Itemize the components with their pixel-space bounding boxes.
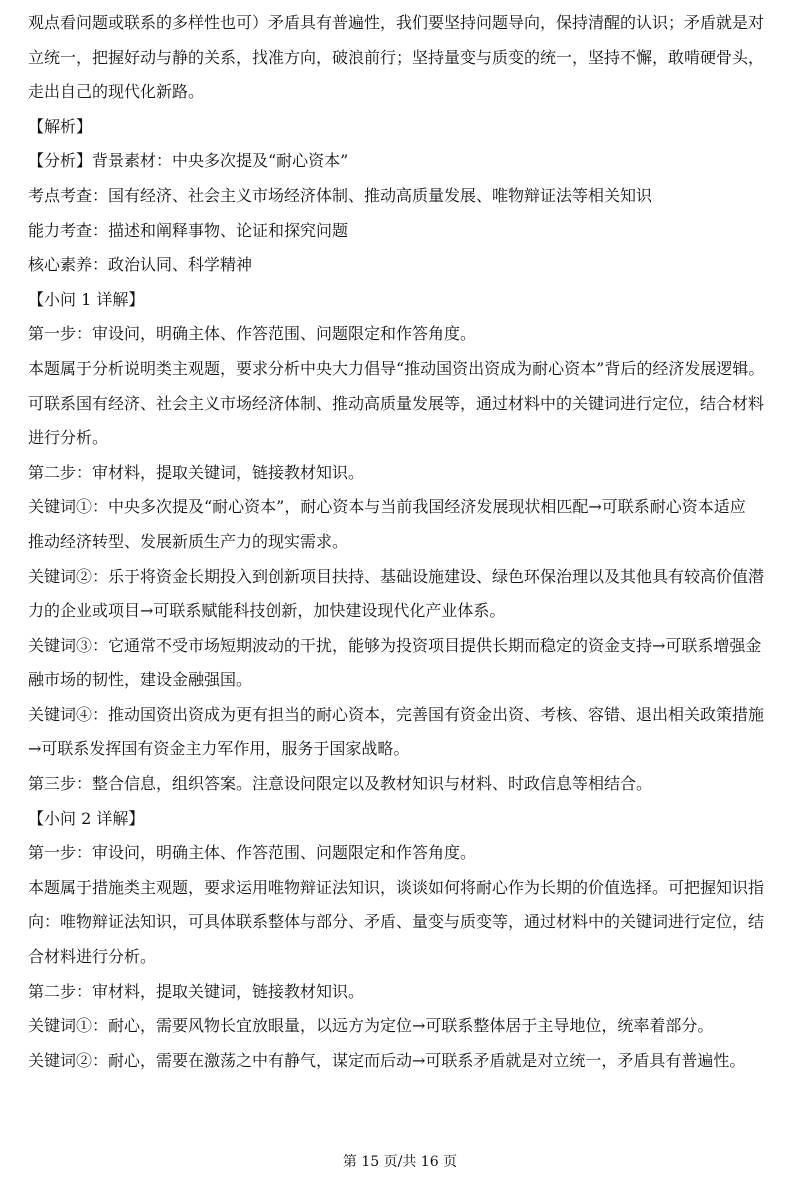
text-line: 向：唯物辩证法知识，可具体联系整体与部分、矛盾、量变与质变等，通过材料中的关键词进行定位，结 [28,912,765,932]
text-line: 核心素养：政治认同、科学精神 [28,255,253,275]
text-line: 融市场的韧性，建设金融强国。 [28,670,253,690]
section-heading: 【小问 1 详解】 [28,289,145,309]
text-line: 考点考查：国有经济、社会主义市场经济体制、推动高质量发展、唯物辩证法等相关知识 [28,185,653,205]
text-line: 【分析】背景素材：中央多次提及“耐心资本” [28,151,349,171]
text-line: 推动经济转型、发展新质生产力的现实需求。 [28,531,349,551]
text-line: 关键词③：它通常不受市场短期波动的干扰，能够为投资项目提供长期而稳定的资金支持→可联系增强金 [28,635,762,655]
text-line: 第一步：审设问，明确主体、作答范围、问题限定和作答角度。 [28,843,477,863]
text-line: 能力考查：描述和阐释事物、论证和探究问题 [28,220,349,240]
page-number-footer: 第 15 页/共 16 页 [342,1154,458,1170]
text-line: 第二步：审材料，提取关键词，链接教材知识。 [28,981,365,1001]
text-line: 观点看问题或联系的多样性也可）矛盾具有普遍性，我们要坚持问题导向，保持清醒的认识；矛盾就是对 [28,13,765,32]
text-line: 立统一，把握好动与静的关系，找准方向，破浪前行；坚持量变与质变的统一，坚持不懈，敢啃硬骨头， [28,47,765,67]
section-heading: 【解析】 [28,116,93,136]
text-line: 本题属于措施类主观题，要求运用唯物辩证法知识，谈谈如何将耐心作为长期的价值选择。可把握知识指 [28,877,765,897]
text-line: 关键词①：耐心，需要风物长宜放眼量，以远方为定位→可联系整体居于主导地位，统率着部分。 [28,1016,714,1036]
section-heading: 【小问 2 详解】 [28,808,145,828]
text-line: 可联系国有经济、社会主义市场经济体制、推动高质量发展等，通过材料中的关键词进行定位，结合材料 [28,393,765,413]
text-line: 本题属于分析说明类主观题，要求分析中央大力倡导“推动国资出资成为耐心资本”背后的经济发展逻辑。 [28,358,765,378]
text-line: 合材料进行分析。 [28,947,157,967]
text-line: 关键词④：推动国资出资成为更有担当的耐心资本，完善国有资金出资、考核、容错、退出相关政策措施 [28,704,765,724]
text-line: 关键词②：乐于将资金长期投入到创新项目扶持、基础设施建设、绿色环保治理以及其他具有较高价值潜 [28,566,765,586]
text-line: 第一步：审设问，明确主体、作答范围、问题限定和作答角度。 [28,324,477,344]
document-body [28,6,780,1078]
text-line: 第二步：审材料，提取关键词，链接教材知识。 [28,462,365,482]
text-line: 力的企业或项目→可联系赋能科技创新，加快建设现代化产业体系。 [28,601,506,621]
text-line: →可联系发挥国有资金主力军作用，服务于国家战略。 [28,739,410,759]
text-line: 走出自己的现代化新路。 [28,82,205,102]
text-line: 关键词①：中央多次提及“耐心资本”，耐心资本与当前我国经济发展现状相匹配→可联系耐心资本适应 [28,497,746,517]
text-line: 进行分析。 [28,428,109,448]
text-line: 第三步：整合信息，组织答案。注意设问限定以及教材知识与材料、时政信息等相结合。 [28,774,653,794]
text-line: 关键词②：耐心，需要在激荡之中有静气，谋定而后动→可联系矛盾就是对立统一，矛盾具有普遍性。 [28,1050,746,1070]
